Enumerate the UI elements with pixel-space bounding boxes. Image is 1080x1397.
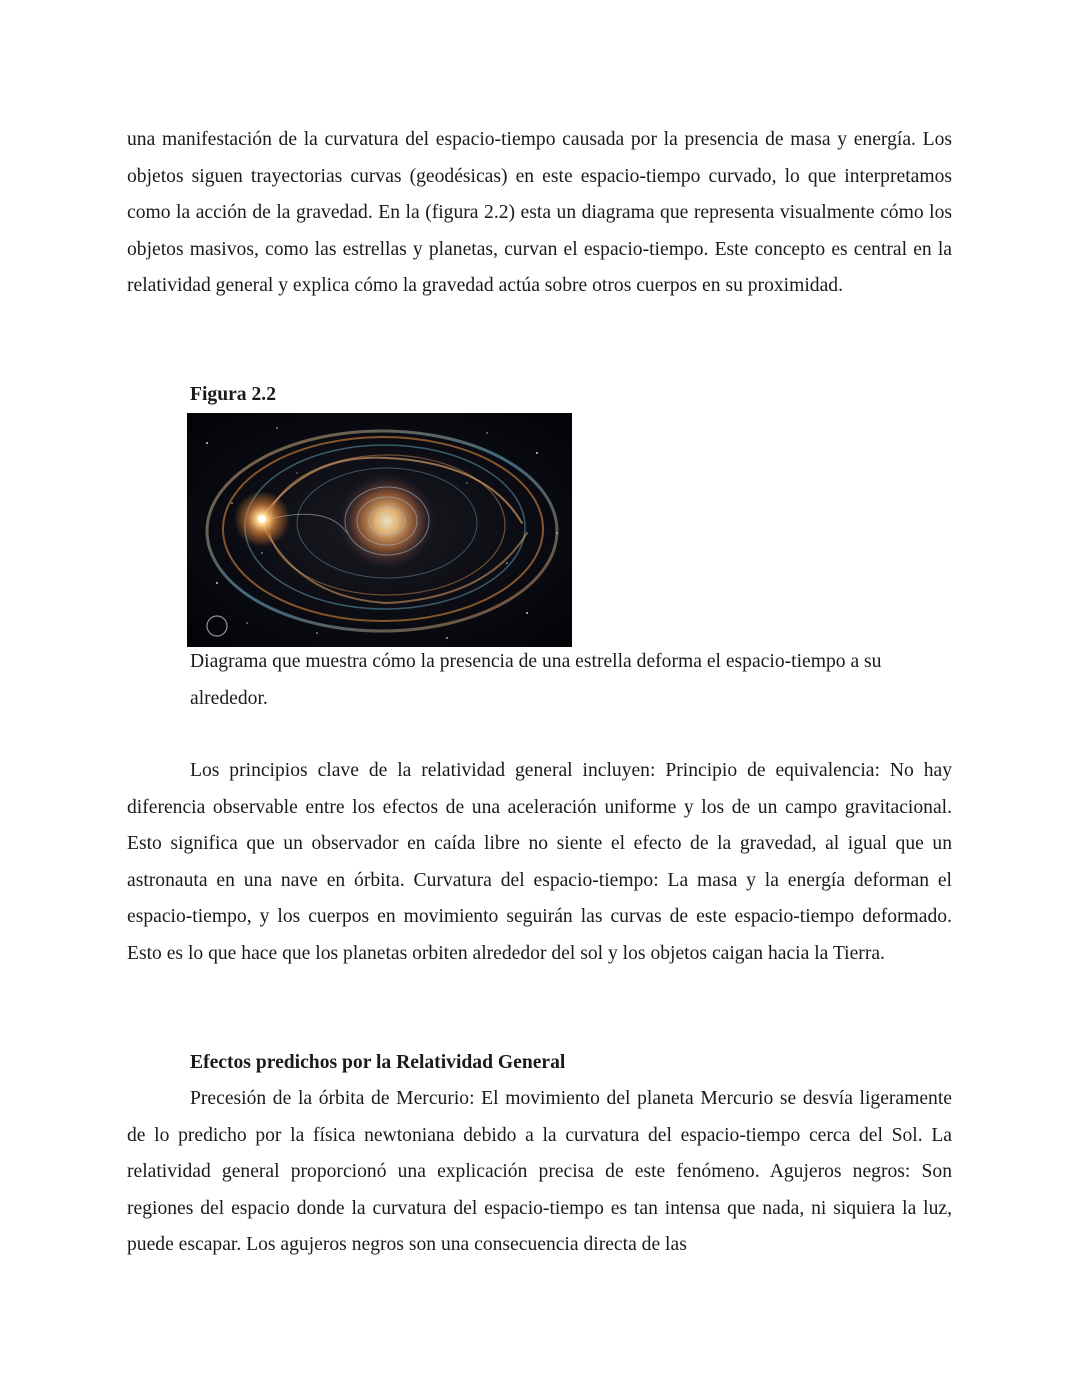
document-page	[127, 122, 952, 305]
spacetime-galaxy-illustration	[187, 413, 572, 647]
figure-title: Figura 2.2	[190, 384, 276, 405]
section-heading: Efectos predichos por la Relatividad General	[190, 1052, 566, 1073]
paragraph-key-principles: Los principios clave de la relatividad general incluyen: Principio de equivalencia: No hay diferencia observable entre los efectos de una aceleración uniforme y los de un campo gravitacional. Esto significa que un observador en caída libre no siente el efecto de la gravedad, al igual que un astronauta en una nave en órbita. Curvatura del espacio-tiempo: La masa y la energía deforman el espacio-tiempo, y los cuerpos en movimiento seguirán las curvas de este espacio-tiempo deformado. Esto es lo que hace que los planetas orbiten alrededor del sol y los objetos caigan hacia la Tierra.	[127, 760, 952, 964]
paragraph-predicted-effects: Precesión de la órbita de Mercurio: El movimiento del planeta Mercurio se desvía ligeramente de lo predicho por la física newtoniana debido a la curvatura del espacio-tiempo cerca del Sol. La relatividad general proporcionó una explicación precisa de este fenómeno. Agujeros negros: Son regiones del espacio donde la curvatura del espacio-tiempo es tan intensa que nada, ni siquiera la luz, puede escapar. Los agujeros negros son una consecuencia directa de las	[127, 1088, 952, 1256]
figure-caption: Diagrama que muestra cómo la presencia de una estrella deforma el espacio-tiempo a su alrededor.	[190, 651, 882, 709]
paragraph-curvature-intro: una manifestación de la curvatura del espacio-tiempo causada por la presencia de masa y energía. Los objetos siguen trayectorias curvas (geodésicas) en este espacio-tiempo curvado, lo que interpretamos como la acción de la gravedad. En la (figura 2.2) esta un diagrama que representa visualmente cómo los objetos masivos, como las estrellas y planetas, curvan el espacio-tiempo. Este concepto es central en la relatividad general y explica cómo la gravedad actúa sobre otros cuerpos en su proximidad.	[127, 129, 952, 297]
